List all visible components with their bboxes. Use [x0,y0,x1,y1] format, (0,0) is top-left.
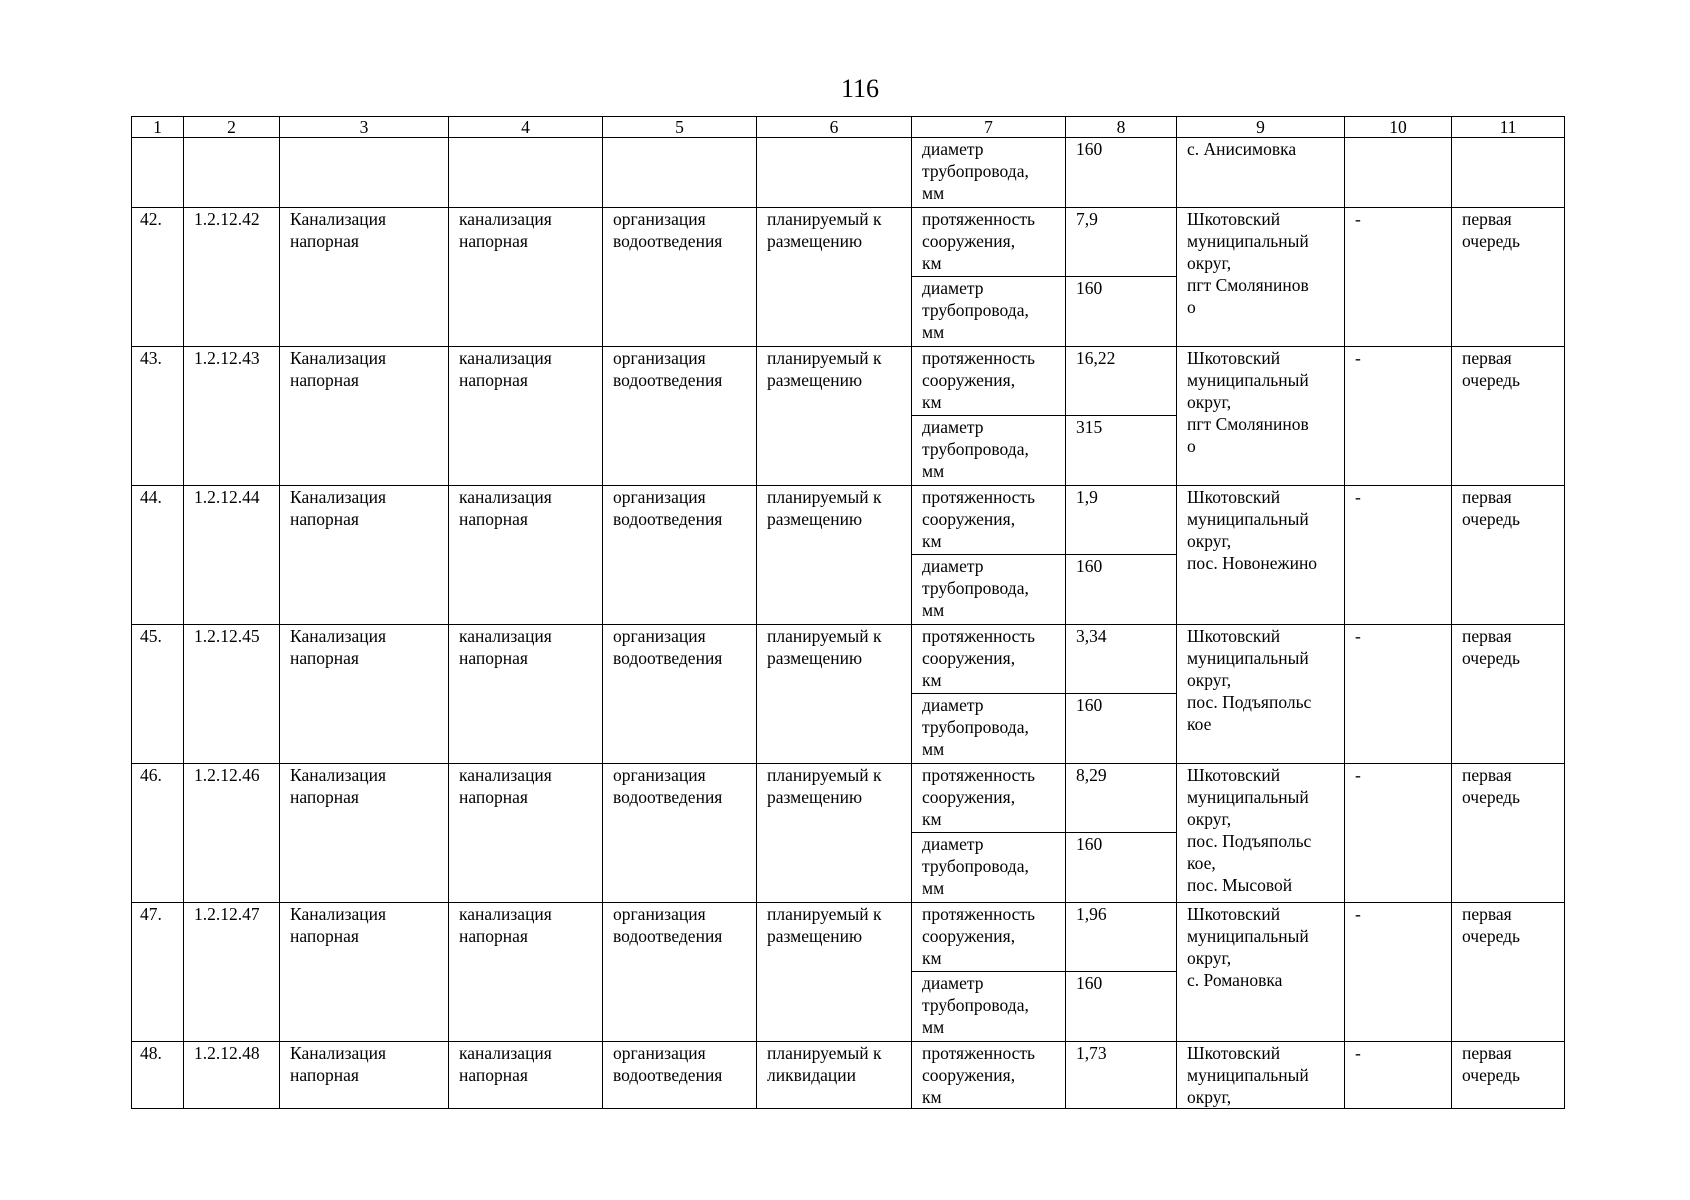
stage-cell: первая очередь [1452,486,1565,625]
param-cell: диаметр трубопровода, мм [912,138,1066,208]
object-type-cell: канализация напорная [449,764,603,903]
value-cell: 160 [1066,972,1177,1042]
empty-cell [1345,138,1452,208]
value-cell: 315 [1066,416,1177,486]
object-type-cell: канализация напорная [449,347,603,486]
object-type-cell: канализация напорная [449,903,603,1042]
table-row [132,1042,1565,1109]
param-cell: диаметр трубопровода, мм [912,416,1066,486]
empty-cell [184,138,280,208]
table-row [132,347,1565,416]
object-status-cell: планируемый к размещению [757,625,912,764]
location-cell: Шкотовский муниципальный округ, пос. Новонежино [1177,486,1345,625]
object-status-cell: планируемый к ликвидации [757,1042,912,1109]
object-code-cell: 1.2.12.43 [184,347,280,486]
location-cell: Шкотовский муниципальный округ, пгт Смолянинов о [1177,208,1345,347]
param-cell: протяженность сооружения, км [912,347,1066,416]
object-code-cell: 1.2.12.46 [184,764,280,903]
column-header-3: 3 [280,117,449,138]
object-purpose-cell: организация водоотведения [603,625,757,764]
object-code-cell: 1.2.12.45 [184,625,280,764]
param-cell: диаметр трубопровода, мм [912,555,1066,625]
object-name-cell: Канализация напорная [280,208,449,347]
zone-cell: - [1345,486,1452,625]
location-cell: Шкотовский муниципальный округ, пос. Подъяпольс кое [1177,625,1345,764]
object-code-cell: 1.2.12.47 [184,903,280,1042]
row-number-cell: 47. [132,903,184,1042]
zone-cell: - [1345,208,1452,347]
param-cell: протяженность сооружения, км [912,903,1066,972]
object-purpose-cell: организация водоотведения [603,903,757,1042]
column-header-7: 7 [912,117,1066,138]
column-header-2: 2 [184,117,280,138]
object-status-cell: планируемый к размещению [757,486,912,625]
zone-cell: - [1345,903,1452,1042]
location-cell: Шкотовский муниципальный округ, [1177,1042,1345,1109]
value-cell: 160 [1066,694,1177,764]
value-cell: 16,22 [1066,347,1177,416]
table-row [132,764,1565,833]
column-header-1: 1 [132,117,184,138]
column-header-4: 4 [449,117,603,138]
value-cell: 3,34 [1066,625,1177,694]
table-header-row [132,117,1565,138]
param-cell: протяженность сооружения, км [912,764,1066,833]
stage-cell: первая очередь [1452,625,1565,764]
value-cell: 160 [1066,555,1177,625]
object-name-cell: Канализация напорная [280,903,449,1042]
row-number-cell: 43. [132,347,184,486]
object-purpose-cell: организация водоотведения [603,1042,757,1109]
row-number-cell: 44. [132,486,184,625]
stage-cell: первая очередь [1452,764,1565,903]
object-name-cell: Канализация напорная [280,1042,449,1109]
column-header-8: 8 [1066,117,1177,138]
value-cell: 1,9 [1066,486,1177,555]
param-cell: диаметр трубопровода, мм [912,277,1066,347]
empty-cell [1452,138,1565,208]
object-code-cell: 1.2.12.44 [184,486,280,625]
zone-cell: - [1345,1042,1452,1109]
column-header-5: 5 [603,117,757,138]
value-cell: 160 [1066,833,1177,903]
location-cell: Шкотовский муниципальный округ, с. Романовка [1177,903,1345,1042]
empty-cell [132,138,184,208]
object-type-cell: канализация напорная [449,208,603,347]
table-row [132,903,1565,972]
object-purpose-cell: организация водоотведения [603,764,757,903]
object-purpose-cell: организация водоотведения [603,347,757,486]
param-cell: диаметр трубопровода, мм [912,972,1066,1042]
value-cell: 160 [1066,277,1177,347]
object-type-cell: канализация напорная [449,486,603,625]
table-row [132,625,1565,694]
zone-cell: - [1345,625,1452,764]
table-row [132,208,1565,277]
object-code-cell: 1.2.12.42 [184,208,280,347]
object-status-cell: планируемый к размещению [757,208,912,347]
stage-cell: первая очередь [1452,347,1565,486]
value-cell: 1,73 [1066,1042,1177,1109]
value-cell: 1,96 [1066,903,1177,972]
objects-table [131,116,1565,1109]
param-cell: диаметр трубопровода, мм [912,694,1066,764]
empty-cell [280,138,449,208]
value-cell: 7,9 [1066,208,1177,277]
page-number: 116 [840,74,880,103]
object-code-cell: 1.2.12.48 [184,1042,280,1109]
empty-cell [449,138,603,208]
stage-cell: первая очередь [1452,1042,1565,1109]
object-purpose-cell: организация водоотведения [603,486,757,625]
object-name-cell: Канализация напорная [280,347,449,486]
object-name-cell: Канализация напорная [280,625,449,764]
location-cell: Шкотовский муниципальный округ, пгт Смолянинов о [1177,347,1345,486]
zone-cell: - [1345,764,1452,903]
location-cell: Шкотовский муниципальный округ, пос. Подъяпольс кое, пос. Мысовой [1177,764,1345,903]
location-cell: с. Анисимовка [1177,138,1345,208]
param-cell: протяженность сооружения, км [912,208,1066,277]
param-cell: протяженность сооружения, км [912,1042,1066,1109]
param-cell: протяженность сооружения, км [912,625,1066,694]
row-number-cell: 48. [132,1042,184,1109]
column-header-10: 10 [1345,117,1452,138]
object-type-cell: канализация напорная [449,625,603,764]
object-status-cell: планируемый к размещению [757,764,912,903]
table-row [132,486,1565,555]
object-type-cell: канализация напорная [449,1042,603,1109]
table-row-continuation [132,138,1565,208]
column-header-11: 11 [1452,117,1565,138]
object-status-cell: планируемый к размещению [757,347,912,486]
zone-cell: - [1345,347,1452,486]
stage-cell: первая очередь [1452,208,1565,347]
value-cell: 160 [1066,138,1177,208]
row-number-cell: 42. [132,208,184,347]
param-cell: диаметр трубопровода, мм [912,833,1066,903]
row-number-cell: 45. [132,625,184,764]
stage-cell: первая очередь [1452,903,1565,1042]
object-name-cell: Канализация напорная [280,486,449,625]
column-header-9: 9 [1177,117,1345,138]
object-purpose-cell: организация водоотведения [603,208,757,347]
value-cell: 8,29 [1066,764,1177,833]
empty-cell [603,138,757,208]
object-name-cell: Канализация напорная [280,764,449,903]
empty-cell [757,138,912,208]
column-header-6: 6 [757,117,912,138]
row-number-cell: 46. [132,764,184,903]
param-cell: протяженность сооружения, км [912,486,1066,555]
object-status-cell: планируемый к размещению [757,903,912,1042]
